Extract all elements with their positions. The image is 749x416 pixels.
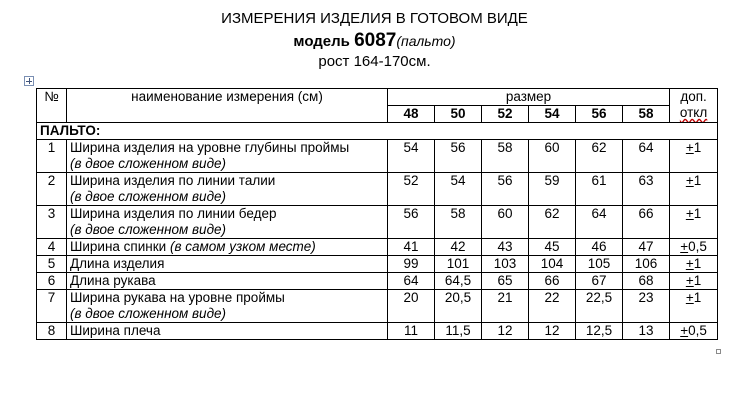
size-value-cell: 58: [435, 206, 482, 239]
size-value-cell: 67: [576, 273, 623, 290]
tolerance-cell: [670, 173, 718, 206]
table-row: [37, 173, 718, 206]
size-value-cell: 56: [435, 140, 482, 173]
tolerance-cell: [670, 140, 718, 173]
measurement-name: Длина изделия: [70, 256, 165, 271]
table-resize-handle[interactable]: [716, 349, 721, 354]
measurement-name: Ширина плеча: [70, 323, 161, 338]
size-value-cell: 22,5: [576, 290, 623, 323]
table-row: [37, 206, 718, 239]
table-row: [37, 290, 718, 323]
section-label: ПАЛЬТО:: [37, 123, 718, 140]
size-value-cell: 104: [529, 256, 576, 273]
size-value-cell: 64: [388, 273, 435, 290]
tolerance-cell: [670, 256, 718, 273]
size-value-cell: 21: [482, 290, 529, 323]
header-number: №: [37, 89, 67, 123]
measurement-name: Ширина рукава на уровне проймы: [70, 290, 285, 305]
size-value-cell: 65: [482, 273, 529, 290]
size-value-cell: 63: [623, 173, 670, 206]
measurement-name: Длина рукава: [70, 273, 156, 288]
measurement-name-cell: [67, 140, 388, 173]
measurement-name-cell: [67, 273, 388, 290]
header-name: наименование измерения (см): [67, 89, 388, 123]
measurement-note: (в двое сложенном виде): [70, 189, 227, 204]
size-header-cell: 56: [576, 106, 623, 123]
height-range: рост 164-170см.: [318, 53, 431, 70]
size-value-cell: 54: [435, 173, 482, 206]
size-value-cell: 60: [482, 206, 529, 239]
size-header-cell: 52: [482, 106, 529, 123]
tolerance-line1: доп.: [680, 89, 707, 104]
row-number: 2: [37, 173, 67, 206]
measurement-name: Ширина изделия на уровне глубины проймы: [70, 140, 350, 155]
size-header-cell: 50: [435, 106, 482, 123]
size-value-cell: 11: [388, 323, 435, 340]
size-value-cell: 66: [623, 206, 670, 239]
size-value-cell: 11,5: [435, 323, 482, 340]
measurements-table: [36, 88, 718, 340]
section-row: [37, 123, 718, 140]
size-value-cell: 62: [576, 140, 623, 173]
table-move-handle-icon[interactable]: [24, 76, 34, 86]
header-size: размер: [388, 89, 670, 106]
size-value-cell: 64: [623, 140, 670, 173]
tolerance-sign: +: [680, 239, 689, 254]
size-value-cell: 99: [388, 256, 435, 273]
row-number: 7: [37, 290, 67, 323]
measurement-name-cell: [67, 256, 388, 273]
size-value-cell: 13: [623, 323, 670, 340]
model-line: [0, 30, 749, 52]
tolerance-sign: +: [685, 140, 694, 155]
size-value-cell: 58: [482, 140, 529, 173]
measurement-name-cell: [67, 173, 388, 206]
size-value-cell: 101: [435, 256, 482, 273]
row-number: 1: [37, 140, 67, 173]
tolerance-line2: откл: [679, 105, 708, 120]
size-header-cell: 58: [623, 106, 670, 123]
row-number: 8: [37, 323, 67, 340]
size-value-cell: 60: [529, 140, 576, 173]
size-value-cell: 54: [388, 140, 435, 173]
measurement-note: (в двое сложенном виде): [70, 222, 227, 237]
table-row: [37, 323, 718, 340]
model-label: модель: [293, 33, 350, 50]
size-value-cell: 64,5: [435, 273, 482, 290]
size-value-cell: 45: [529, 239, 576, 256]
size-value-cell: 47: [623, 239, 670, 256]
tolerance-sign: +: [680, 323, 689, 338]
table-body: [37, 89, 718, 340]
tolerance-value: 1: [693, 140, 702, 155]
tolerance-cell: [670, 239, 718, 256]
size-value-cell: 103: [482, 256, 529, 273]
table-row: [37, 140, 718, 173]
size-value-cell: 68: [623, 273, 670, 290]
tolerance-cell: [670, 206, 718, 239]
header-row: [37, 89, 718, 106]
tolerance-value: 1: [693, 206, 702, 221]
tolerance-value: 0,5: [688, 239, 707, 254]
size-value-cell: 42: [435, 239, 482, 256]
tolerance-sign: +: [685, 173, 694, 188]
size-value-cell: 52: [388, 173, 435, 206]
size-value-cell: 20,5: [435, 290, 482, 323]
measurement-name-cell: [67, 239, 388, 256]
size-value-cell: 41: [388, 239, 435, 256]
size-value-cell: 56: [388, 206, 435, 239]
size-value-cell: 22: [529, 290, 576, 323]
tolerance-value: 1: [693, 173, 702, 188]
row-number: 4: [37, 239, 67, 256]
tolerance-sign: +: [685, 290, 694, 305]
tolerance-cell: [670, 290, 718, 323]
size-value-cell: 43: [482, 239, 529, 256]
measurement-name-cell: [67, 290, 388, 323]
size-value-cell: 105: [576, 256, 623, 273]
measurement-note: (в самом узком месте): [169, 239, 316, 254]
tolerance-cell: [670, 273, 718, 290]
size-value-cell: 56: [482, 173, 529, 206]
model-number: 6087: [354, 30, 397, 51]
measurement-name: Ширина спинки: [70, 239, 167, 254]
size-value-cell: 12: [529, 323, 576, 340]
measurement-name-cell: [67, 206, 388, 239]
tolerance-value: 1: [693, 273, 702, 288]
measurement-note: (в двое сложенном виде): [70, 156, 227, 171]
size-value-cell: 46: [576, 239, 623, 256]
size-value-cell: 64: [576, 206, 623, 239]
row-number: 5: [37, 256, 67, 273]
size-value-cell: 62: [529, 206, 576, 239]
size-value-cell: 61: [576, 173, 623, 206]
document-title: ИЗМЕРЕНИЯ ИЗДЕЛИЯ В ГОТОВОМ ВИДЕ: [221, 10, 528, 27]
row-number: 3: [37, 206, 67, 239]
tolerance-value: 1: [693, 256, 702, 271]
tolerance-sign: +: [685, 206, 694, 221]
header-tolerance: [670, 89, 718, 123]
table-row: [37, 273, 718, 290]
measurement-name: Ширина изделия по линии талии: [70, 173, 276, 188]
size-value-cell: 106: [623, 256, 670, 273]
table-row: [37, 239, 718, 256]
size-header-cell: 48: [388, 106, 435, 123]
row-number: 6: [37, 273, 67, 290]
tolerance-sign: +: [685, 256, 694, 271]
tolerance-sign: +: [685, 273, 694, 288]
size-value-cell: 59: [529, 173, 576, 206]
size-value-cell: 23: [623, 290, 670, 323]
table-row: [37, 256, 718, 273]
tolerance-cell: [670, 323, 718, 340]
tolerance-value: 1: [693, 290, 702, 305]
tolerance-value: 0,5: [688, 323, 707, 338]
size-value-cell: 66: [529, 273, 576, 290]
size-value-cell: 12,5: [576, 323, 623, 340]
measurement-note: (в двое сложенном виде): [70, 306, 227, 321]
measurement-name-cell: [67, 323, 388, 340]
size-value-cell: 12: [482, 323, 529, 340]
size-header-cell: 54: [529, 106, 576, 123]
measurement-name: Ширина изделия по линии бедер: [70, 206, 277, 221]
model-note: (пальто): [396, 33, 456, 49]
size-value-cell: 20: [388, 290, 435, 323]
